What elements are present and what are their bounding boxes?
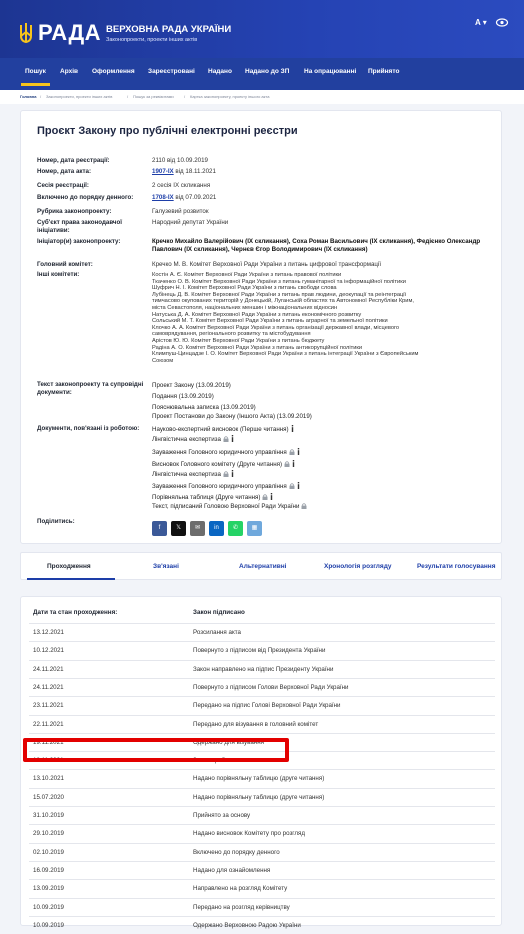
committee-item: Лубінець Д. В. Комітет Верховної Ради України з питань прав людини, деокупації та реінтеграції <box>152 291 407 298</box>
tab-bar <box>20 552 502 580</box>
related-doc[interactable]: Науково-експертний висновок (Перше читання) <box>152 425 294 433</box>
text-doc-link[interactable]: Проект Закону (13.09.2019) <box>152 382 231 389</box>
tab-alternative[interactable]: Альтернативні <box>239 563 287 570</box>
stage-date: 31.10.2019 <box>33 812 64 819</box>
stage-date: 23.11.2021 <box>33 702 64 710</box>
tab-progress[interactable]: Проходження <box>47 563 91 570</box>
nav-submitted-zp[interactable]: Надано до ЗП <box>245 68 290 75</box>
table-row <box>29 751 495 769</box>
stage-description: Розсилання акта <box>193 629 241 636</box>
table-row <box>29 788 495 806</box>
stage-description: Одержано для візування <box>193 738 264 746</box>
table-row <box>29 916 495 934</box>
table-row <box>29 824 495 842</box>
committee-item: Натуська Д. А. Комітет Верховної Ради України з питань економічного розвитку <box>152 311 362 318</box>
share-email-button[interactable]: ✉ <box>190 521 205 536</box>
rubric-label: Рубрика законопроекту: <box>37 208 112 215</box>
related-doc[interactable]: Зауваження Головного юридичного управління <box>152 482 300 490</box>
trident-icon <box>18 22 34 44</box>
lock-icon <box>262 494 268 500</box>
stage-description: Передано для візування в головний комітет <box>193 720 319 728</box>
related-doc[interactable]: Текст, підписаний Головою Верховної Ради України <box>152 503 307 510</box>
stage-date: 29.10.2019 <box>33 830 64 838</box>
info-icon[interactable] <box>231 470 234 477</box>
tab-chronology[interactable]: Хронологія розгляду <box>324 563 392 570</box>
committee-item: Ткаченко О. В. Комітет Верховної Ради України з питань гуманітарної та інформаційної політики <box>152 278 406 285</box>
session-label: Сесія реєстрації: <box>37 182 89 189</box>
lock-icon <box>301 503 307 509</box>
table-row <box>29 879 495 897</box>
committee-item: Сольський М. Т. Комітет Верховної Ради України з питань аграрної та земельної політики <box>152 318 388 325</box>
main-nav <box>0 58 524 90</box>
eye-icon[interactable] <box>496 18 508 27</box>
info-icon[interactable] <box>297 482 300 489</box>
column-header-stage: Закон підписано <box>193 609 245 616</box>
table-row <box>29 641 495 659</box>
committee-item: Костін А. Є. Комітет Верховної Ради України з питань правової політики <box>152 272 342 278</box>
table-row <box>29 898 495 916</box>
stage-description: Направлено на розгляд Комітету <box>193 885 288 893</box>
table-row <box>29 623 495 641</box>
text-doc-link[interactable]: Пояснювальна записка (13.09.2019) <box>152 404 256 411</box>
stage-date: 24.11.2021 <box>33 665 64 673</box>
share-label: Поділитись: <box>37 518 75 525</box>
act-value: 1907-IX від 18.11.2021 <box>152 168 216 175</box>
stage-description: Включено до порядку денного <box>193 848 280 856</box>
nav-formatting[interactable]: Оформлення <box>92 68 135 75</box>
act-label: Номер, дата акта: <box>37 168 92 175</box>
agenda-link[interactable]: 1708-IX <box>152 194 174 201</box>
stage-date: 13.09.2019 <box>33 885 64 893</box>
table-row <box>29 678 495 696</box>
stage-date: 15.07.2020 <box>33 793 64 801</box>
stage-description: Повернуто з підписом Голови Верховної Ради України <box>193 683 349 691</box>
stage-date: 10.12.2021 <box>33 647 64 655</box>
table-row <box>29 806 495 824</box>
other-committees-list <box>152 272 492 364</box>
subject-label: Суб'єкт права законодавчої ініціативи: <box>37 219 123 234</box>
page-title: Проєкт Закону про публічні електронні реєстри <box>37 125 298 137</box>
nav-archive[interactable]: Архів <box>60 68 78 75</box>
breadcrumb-current: Картка законопроекту, проекту іншого акта <box>190 94 270 99</box>
related-doc[interactable]: Зауваження Головного юридичного управління <box>152 448 300 456</box>
stage-description: Одержано Верховною Радою України <box>193 921 301 929</box>
related-doc[interactable]: Порівняльна таблиця (Друге читання) <box>152 493 273 501</box>
stage-description: Надано для ознайомлення <box>193 866 271 874</box>
active-tab-indicator <box>27 578 115 580</box>
committee-item: Радіна А. О. Комітет Верховної Ради України з питань антикорупційної політики <box>152 344 363 351</box>
breadcrumb-bills[interactable]: Законопроекти, проекти інших актів <box>46 94 113 99</box>
stage-date: 19.11.2021 <box>33 738 64 746</box>
stage-date: 16.09.2019 <box>33 866 64 874</box>
main-committee-value: Кречко М. В. Комітет Верховної Ради України з питань цифрової трансформації <box>152 261 382 268</box>
lock-icon <box>289 449 295 455</box>
info-icon[interactable] <box>291 425 294 432</box>
nav-processing[interactable]: На опрацюванні <box>304 68 357 75</box>
stage-date: 18.11.2021 <box>33 757 64 765</box>
related-doc[interactable]: Висновок Головного комітету (Друге читання) <box>152 460 295 468</box>
lock-icon <box>289 483 295 489</box>
stage-date: 10.09.2019 <box>33 921 64 929</box>
initiators-value[interactable]: Кречко Михайло Валерійович (IX скликання), Соха Роман Васильович (IX скликання), Федієнко Олександр Павлович (IX скликання), Чернєв Єгор Володимирович (IX скликання) <box>152 238 481 253</box>
share-x-button[interactable]: 𝕏 <box>171 521 186 536</box>
stage-description: Надано висновок Комітету про розгляд <box>193 830 306 838</box>
stage-description: Закон прийнято <box>193 757 239 765</box>
rubric-value: Галузевий розвиток <box>152 208 209 215</box>
stage-date: 13.10.2021 <box>33 775 64 783</box>
stages-table <box>20 596 502 929</box>
site-subtitle: Законопроекти, проекти інших актів <box>106 37 198 43</box>
column-header-date: Дати та стан проходження: <box>33 609 118 616</box>
committee-item: Клочко А. А. Комітет Верховної Ради України з питань організації державної влади, місцевого <box>152 324 400 331</box>
table-row <box>29 769 495 787</box>
lock-icon <box>284 461 290 467</box>
committee-item: Шуфрич Н. І. Комітет Верховної Ради України з питань свободи слова <box>152 285 337 292</box>
related-doc[interactable]: Лінгвістична експертиза <box>152 470 234 478</box>
text-doc-link[interactable]: Подання (13.09.2019) <box>152 393 214 400</box>
table-row <box>29 733 495 751</box>
stage-description: Повернуто з підписом від Президента України <box>193 647 326 655</box>
agenda-label: Включено до порядку денного: <box>37 194 134 201</box>
tab-related[interactable]: Зв'язані <box>153 563 179 570</box>
bill-card <box>20 110 502 544</box>
main-committee-label: Головний комітет: <box>37 261 93 268</box>
texts-label: Текст законопроекту та супровідні документи: <box>37 381 144 396</box>
nav-search[interactable]: Пошук <box>25 68 46 75</box>
info-icon[interactable] <box>231 435 234 442</box>
committee-item: самоврядування, регіонального розвитку та містобудування <box>152 331 311 338</box>
table-row <box>29 696 495 714</box>
stage-date: 22.11.2021 <box>33 720 64 728</box>
stage-description: Прийнято за основу <box>193 812 251 819</box>
info-icon[interactable] <box>292 460 295 467</box>
committee-item: Арістов Ю. Ю. Комітет Верховної Ради України з питань бюджету <box>152 337 325 344</box>
initiators-label: Ініціатор(и) законопроекту: <box>37 238 121 245</box>
tab-voting-results[interactable]: Результати голосування <box>417 563 496 570</box>
share-whatsapp-button[interactable]: ✆ <box>228 521 243 536</box>
reg-value: 2110 від 10.09.2019 <box>152 157 208 164</box>
site-title[interactable]: ВЕРХОВНА РАДА УКРАЇНИ <box>106 24 232 35</box>
session-value: 2 сесія IX скликання <box>152 182 211 189</box>
lock-icon <box>223 471 229 477</box>
stage-date: 10.09.2019 <box>33 903 64 911</box>
stage-date: 24.11.2021 <box>33 683 64 691</box>
committee-item: міста Севастополя, національних меншин і міжнаціональних відносин <box>152 304 338 311</box>
font-size-toggle[interactable]: A ▾ <box>475 18 487 27</box>
other-committees-label: Інші комітети: <box>37 271 80 278</box>
info-icon[interactable] <box>270 493 273 500</box>
nav-adopted[interactable]: Прийнято <box>368 68 400 75</box>
stage-description: Надано порівняльну таблицю (друге читання) <box>193 793 325 801</box>
stage-description: Передано на розгляд керівництву <box>193 903 290 911</box>
logo-text[interactable]: РАДА <box>38 20 102 45</box>
agenda-value: 1708-IX від 07.09.2021 <box>152 194 217 201</box>
stage-date: 02.10.2019 <box>33 848 64 856</box>
act-link[interactable]: 1907-IX <box>152 168 174 175</box>
subject-value: Народний депутат України <box>152 219 229 226</box>
committee-item: тимчасово окупованих територій у Донецькій, Луганській областях та Автономної Республіки Крим, <box>152 298 414 305</box>
committee-item: Союзом <box>152 357 174 364</box>
nav-submitted[interactable]: Надано <box>208 68 232 75</box>
stage-date: 13.12.2021 <box>33 629 64 636</box>
committee-item: Климпуш-Цинцадзе І. О. Комітет Верховної Ради України з питань інтеграції України з Європейським <box>152 351 419 358</box>
stage-description: Закон направлено на підпис Президенту України <box>193 665 334 673</box>
table-row <box>29 715 495 733</box>
table-row <box>29 843 495 861</box>
docs-label: Документи, пов'язані із роботою: <box>37 425 140 432</box>
reg-label: Номер, дата реєстрації: <box>37 157 110 164</box>
text-doc-link[interactable]: Проект Постанови до Закону (Іншого Акта) (13.09.2019) <box>152 413 312 420</box>
breadcrumb-search[interactable]: Пошук за реквізитами <box>133 94 174 99</box>
stage-description: Надано порівняльну таблицю (друге читання) <box>193 775 325 783</box>
table-row <box>29 660 495 678</box>
info-icon[interactable] <box>297 448 300 455</box>
stage-description: Передано на підпис Голові Верховної Ради України <box>193 702 341 710</box>
nav-registered[interactable]: Зареєстровані <box>148 68 195 75</box>
lock-icon <box>223 436 229 442</box>
table-row <box>29 861 495 879</box>
share-more-button[interactable]: ▦ <box>247 521 262 536</box>
share-linkedin-button[interactable]: in <box>209 521 224 536</box>
related-doc[interactable]: Лінгвістична експертиза <box>152 435 234 443</box>
site-header <box>0 0 524 58</box>
share-facebook-button[interactable]: f <box>152 521 167 536</box>
breadcrumb: Головна / Законопроекти, проекти інших актів / Пошук за реквізитами / Картка законопроекту, проекту іншого акта <box>0 90 524 104</box>
breadcrumb-home[interactable]: Головна <box>20 94 37 99</box>
